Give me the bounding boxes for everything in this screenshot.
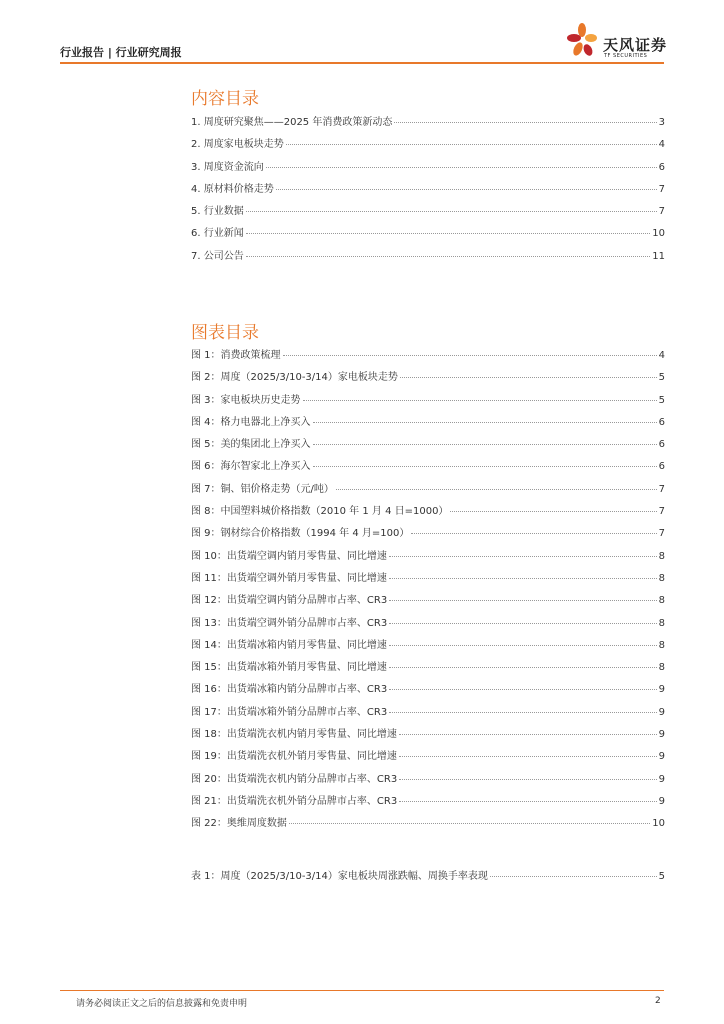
dot-leader (246, 211, 657, 212)
dot-leader (389, 623, 656, 624)
report-type-header: 行业报告 | 行业研究周报 (60, 46, 182, 59)
toc-entry-label: 图 17：出货端冰箱外销分品牌市占率、CR3 (191, 706, 388, 718)
toc-entry-page: 11 (652, 250, 665, 262)
dot-leader (399, 779, 656, 780)
figure-toc-entry[interactable] (191, 814, 665, 836)
figure-toc-entry[interactable] (191, 680, 665, 702)
figure-toc-entry[interactable] (191, 792, 665, 814)
toc-entry-page: 4 (658, 139, 665, 151)
figure-toc-entry[interactable] (191, 547, 665, 569)
figure-toc-entry[interactable] (191, 703, 665, 725)
toc-entry-page: 3 (658, 117, 665, 128)
toc-entry-page: 8 (658, 595, 665, 607)
figure-toc-entry[interactable] (191, 502, 665, 524)
toc-entry-label: 图 2：周度（2025/3/10-3/14）家电板块走势 (191, 372, 398, 384)
content-toc-title: 内容目录 (191, 89, 259, 109)
toc-entry-label: 2. 周度家电板块走势 (191, 139, 284, 151)
toc-entry-label: 1. 周度研究聚焦——2025 年消费政策新动态 (191, 117, 393, 128)
toc-entry-page: 7 (658, 183, 665, 195)
toc-entry-label: 图 14：出货端冰箱内销月零售量、同比增速 (191, 639, 387, 651)
toc-entry-label: 图 19：出货端洗衣机外销月零售量、同比增速 (191, 751, 397, 763)
toc-entry-page: 10 (652, 228, 665, 240)
figure-toc-list (191, 346, 665, 837)
toc-entry-label: 3. 周度资金流向 (191, 161, 264, 173)
dot-leader (276, 189, 657, 190)
toc-entry-label: 6. 行业新闻 (191, 228, 244, 240)
figure-toc-entry[interactable] (191, 435, 665, 457)
dot-leader (389, 712, 656, 713)
dot-leader (399, 756, 657, 757)
dot-leader (389, 578, 657, 579)
figure-toc-entry[interactable] (191, 725, 665, 747)
toc-entry-page: 9 (658, 795, 665, 807)
figure-toc-entry[interactable] (191, 480, 665, 502)
toc-entry-label: 表 1：周度（2025/3/10-3/14）家电板块周涨跌幅、周换手率表现 (191, 871, 488, 882)
toc-entry-page: 9 (658, 729, 665, 741)
toc-entry-page: 6 (658, 161, 665, 173)
content-toc-entry[interactable] (191, 158, 665, 180)
figure-toc-entry[interactable] (191, 413, 665, 435)
figure-toc-entry[interactable] (191, 591, 665, 613)
content-toc-list (191, 113, 665, 269)
toc-entry-page: 6 (658, 461, 665, 473)
toc-entry-label: 图 16：出货端冰箱内销分品牌市占率、CR3 (191, 684, 388, 696)
toc-entry-label: 图 8：中国塑料城价格指数（2010 年 1 月 4 日=1000） (191, 506, 449, 518)
dot-leader (266, 167, 657, 168)
toc-entry-page: 4 (658, 350, 665, 361)
toc-entry-label: 图 18：出货端洗衣机内销月零售量、同比增速 (191, 729, 397, 741)
dot-leader (389, 689, 656, 690)
toc-entry-page: 9 (658, 684, 665, 696)
toc-entry-label: 图 3：家电板块历史走势 (191, 394, 301, 406)
figure-toc-entry[interactable] (191, 614, 665, 636)
toc-entry-page: 8 (658, 572, 665, 584)
table-toc-entry[interactable] (191, 867, 665, 889)
dot-leader (246, 233, 651, 234)
toc-entry-page: 7 (658, 506, 665, 518)
dot-leader (450, 511, 656, 512)
page-number: 2 (655, 996, 661, 1006)
dot-leader (313, 422, 657, 423)
disclaimer-text: 请务必阅读正文之后的信息披露和免责申明 (76, 999, 248, 1009)
toc-entry-label: 图 20：出货端洗衣机内销分品牌市占率、CR3 (191, 773, 398, 785)
toc-entry-page: 8 (658, 662, 665, 674)
figure-toc-entry[interactable] (191, 569, 665, 591)
toc-entry-label: 图 21：出货端洗衣机外销分品牌市占率、CR3 (191, 795, 398, 807)
dot-leader (400, 377, 657, 378)
logo-flower-icon (566, 22, 602, 62)
toc-entry-page: 6 (658, 416, 665, 428)
header-divider (60, 62, 664, 64)
dot-leader (313, 466, 657, 467)
dot-leader (389, 645, 657, 646)
toc-entry-label: 图 1：消费政策梳理 (191, 350, 281, 361)
toc-entry-label: 图 15：出货端冰箱外销月零售量、同比增速 (191, 662, 387, 674)
figure-toc-entry[interactable] (191, 658, 665, 680)
footer-divider (60, 990, 664, 991)
content-toc-entry[interactable] (191, 247, 665, 269)
figure-toc-entry[interactable] (191, 770, 665, 792)
dot-leader (411, 533, 656, 534)
dot-leader (286, 144, 657, 145)
toc-entry-page: 8 (658, 550, 665, 562)
dot-leader (389, 667, 657, 668)
dot-leader (303, 400, 657, 401)
toc-entry-page: 6 (658, 439, 665, 451)
toc-entry-page: 10 (652, 818, 665, 830)
toc-entry-page: 9 (658, 751, 665, 763)
figure-toc-entry[interactable] (191, 346, 665, 368)
dot-leader (336, 489, 657, 490)
dot-leader (389, 556, 657, 557)
toc-entry-label: 图 7：铜、铝价格走势（元/吨） (191, 483, 334, 495)
figure-toc-entry[interactable] (191, 636, 665, 658)
toc-entry-label: 图 12：出货端空调内销分品牌市占率、CR3 (191, 595, 388, 607)
toc-entry-page: 7 (658, 483, 665, 495)
dot-leader (289, 823, 650, 824)
toc-entry-label: 图 9：钢材综合价格指数（1994 年 4 月=100） (191, 528, 410, 540)
toc-entry-label: 7. 公司公告 (191, 250, 244, 262)
toc-entry-label: 图 6：海尔智家北上净买入 (191, 461, 311, 473)
toc-entry-label: 5. 行业数据 (191, 206, 244, 218)
dot-leader (399, 734, 657, 735)
toc-entry-label: 图 4：格力电器北上净买入 (191, 416, 311, 428)
toc-entry-page: 7 (658, 206, 665, 218)
logo-name-en: TF SECURITIES (604, 53, 648, 59)
toc-entry-page: 5 (658, 871, 665, 882)
dot-leader (283, 355, 657, 356)
figure-toc-entry[interactable] (191, 457, 665, 479)
figure-toc-entry[interactable] (191, 747, 665, 769)
toc-entry-page: 8 (658, 617, 665, 629)
company-logo (566, 22, 676, 62)
dot-leader (246, 256, 651, 257)
content-toc-entry[interactable] (191, 135, 665, 157)
figure-toc-entry[interactable] (191, 368, 665, 390)
content-toc-entry[interactable] (191, 202, 665, 224)
figure-toc-entry[interactable] (191, 524, 665, 546)
figure-toc-entry[interactable] (191, 391, 665, 413)
toc-entry-label: 图 10：出货端空调内销月零售量、同比增速 (191, 550, 387, 562)
figure-toc-title: 图表目录 (191, 323, 259, 343)
toc-entry-page: 5 (658, 372, 665, 384)
logo-name-cn: 天风证券 (603, 36, 668, 54)
table-toc-list (191, 867, 665, 889)
dot-leader (490, 876, 657, 877)
toc-entry-label: 图 13：出货端空调外销分品牌市占率、CR3 (191, 617, 388, 629)
toc-entry-page: 9 (658, 706, 665, 718)
content-toc-entry[interactable] (191, 180, 665, 202)
dot-leader (313, 444, 657, 445)
toc-entry-page: 9 (658, 773, 665, 785)
toc-entry-label: 图 11：出货端空调外销月零售量、同比增速 (191, 572, 387, 584)
toc-entry-page: 8 (658, 639, 665, 651)
dot-leader (389, 600, 656, 601)
toc-entry-label: 图 22：奥维周度数据 (191, 818, 287, 830)
dot-leader (399, 801, 656, 802)
content-toc-entry[interactable] (191, 224, 665, 246)
content-toc-entry[interactable] (191, 113, 665, 135)
toc-entry-label: 图 5：美的集团北上净买入 (191, 439, 311, 451)
toc-entry-label: 4. 原材料价格走势 (191, 183, 274, 195)
toc-entry-page: 5 (658, 394, 665, 406)
dot-leader (394, 122, 656, 123)
toc-entry-page: 7 (658, 528, 665, 540)
